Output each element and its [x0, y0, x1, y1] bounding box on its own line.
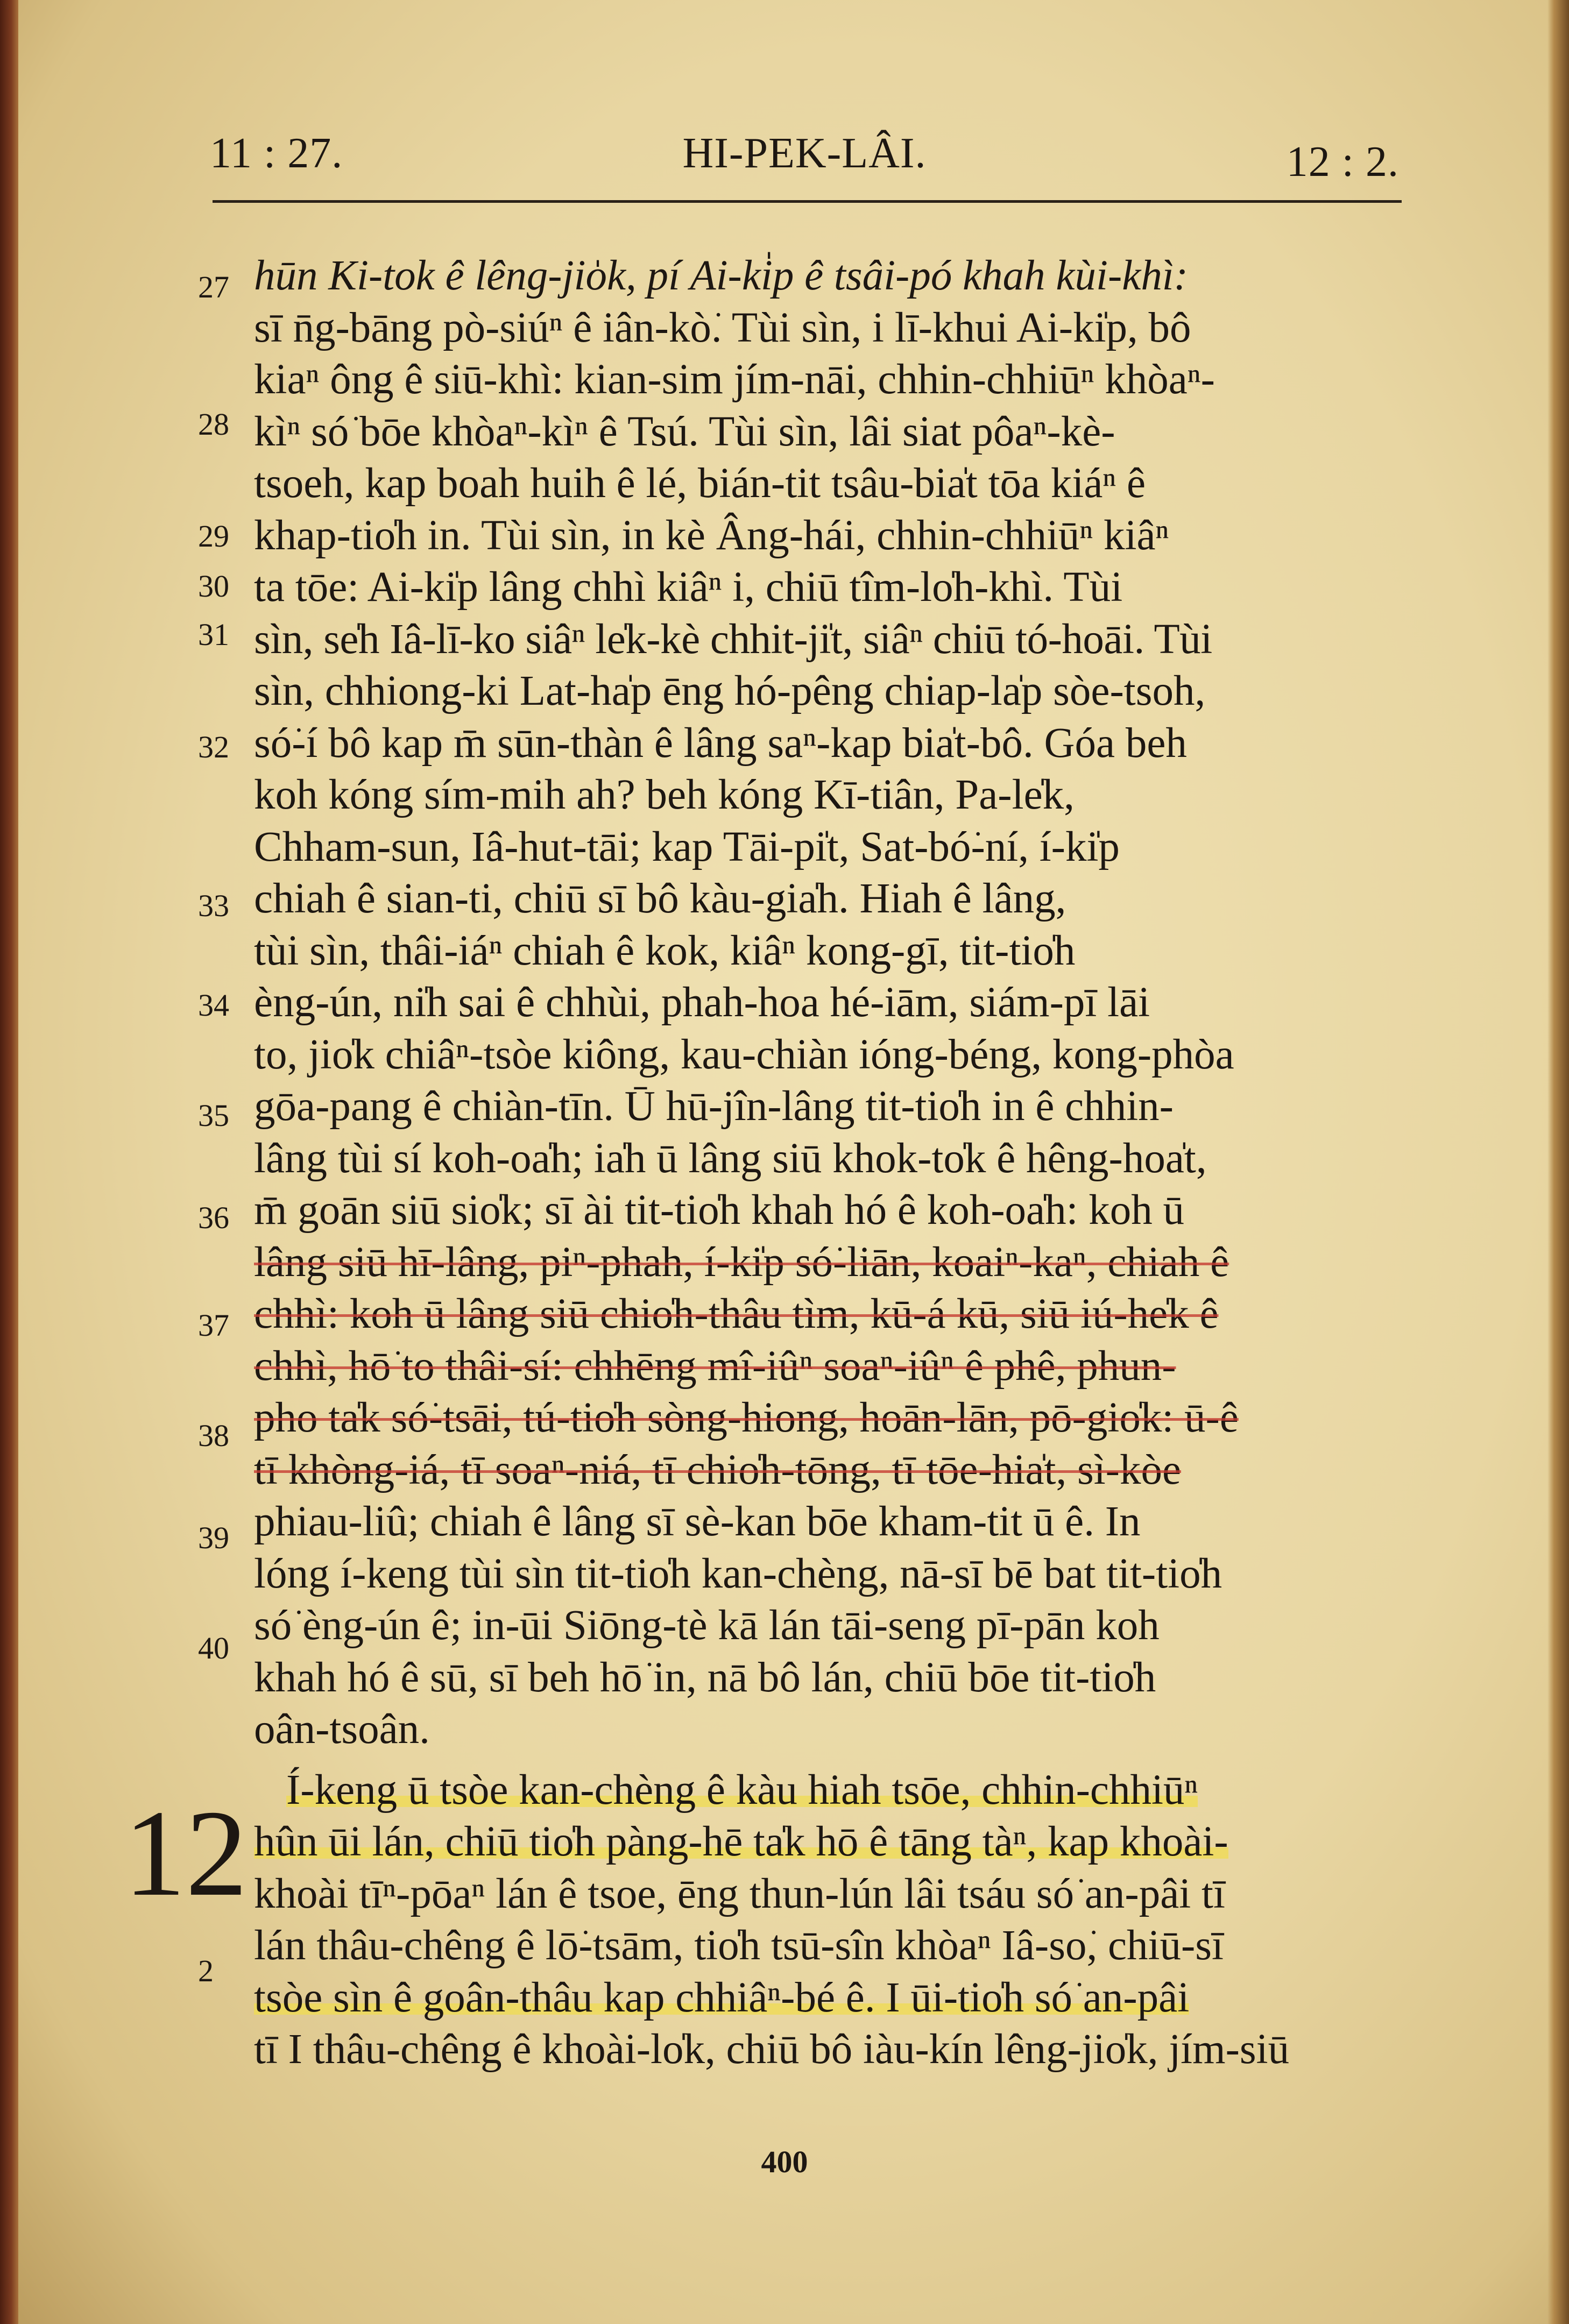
verse-number: 33	[198, 888, 229, 923]
text-line: só͘ èng-ún ê; in-ūi Siōng-tè kā lán tāi-seng pī-pān koh	[254, 1602, 1160, 1649]
header-start-reference: 11 : 27.	[210, 130, 343, 177]
text-line: èng-ún, ni̍h sai ê chhùi, phah-hoa hé-iām, siám-pī lāi	[254, 979, 1150, 1026]
text-line: lóng í-keng tùi sìn tit-tio̍h kan-chèng, nā-sī bē bat tit-tio̍h	[254, 1550, 1222, 1597]
text-line-highlighted: hûn ūi lán, chiū tio̍h pàng-hē ta̍k hō ê tāng tàⁿ, kap khoài-	[254, 1818, 1228, 1865]
verse-number: 40	[198, 1631, 229, 1666]
text-line-marked: lâng siū hī-lâng, piⁿ-phah, í-ki̍p só͘-liān, koaiⁿ-kaⁿ, chiah ê	[254, 1238, 1229, 1286]
verse-number: 27	[198, 270, 229, 304]
page-outer-edge	[1547, 0, 1569, 2324]
verse-number: 2	[198, 1953, 214, 1988]
text-line: tsoeh, kap boah huih ê lé, bián-tit tsâu-bia̍t tōa kiáⁿ ê	[254, 460, 1146, 507]
header-rule	[213, 200, 1402, 203]
text-line: lán thâu-chêng ê lō͘-tsām, tio̍h tsū-sîn khòaⁿ Iâ-so͘, chiū-sī	[254, 1922, 1224, 1969]
page-binding-edge	[0, 0, 18, 2324]
verse-number: 36	[198, 1200, 229, 1235]
verse-number: 39	[198, 1520, 229, 1555]
text-line: tùi sìn, thâi-iáⁿ chiah ê kok, kiâⁿ kong-gī, tit-tio̍h	[254, 927, 1076, 974]
page-number: 400	[761, 2144, 808, 2179]
text-line: phiau-liû; chiah ê lâng sī sè-kan bōe kham-tit ū ê. In	[254, 1498, 1141, 1545]
verse-number: 35	[198, 1098, 229, 1133]
text-line: lâng tùi sí koh-oa̍h; ia̍h ū lâng siū khok-to̍k ê hêng-hoa̍t,	[254, 1135, 1207, 1182]
verse-number-margin	[198, 0, 246, 2324]
text-line-marked: chhì: koh ū lâng siū chio̍h-thâu tìm, kū-á kū, siū iú-he̍k ê	[254, 1291, 1219, 1337]
verse-number: 30	[198, 569, 229, 604]
text-line: m̄ goān siū sio̍k; sī ài tit-tio̍h khah hó ê koh-oa̍h: koh ū	[254, 1187, 1185, 1234]
chapter-number: 12	[124, 1784, 248, 1922]
text-line: kiaⁿ ông ê siū-khì: kian-sim jím-nāi, chhin-chhiūⁿ khòaⁿ-	[254, 356, 1215, 403]
text-line: Chham-sun, Iâ-hut-tāi; kap Tāi-pi̍t, Sat-bó͘-ní, í-ki̍p	[254, 823, 1120, 870]
text-line: gōa-pang ê chiàn-tīn. Ū hū-jîn-lâng tit-tio̍h in ê chhin-	[254, 1083, 1174, 1130]
text-line-marked: tī khòng-iá, tī soaⁿ-niá, tī chio̍h-tōng, tī tōe-hia̍t, sì-kòe	[254, 1446, 1182, 1493]
header-book-title: HI-PEK-LÂI.	[682, 130, 927, 177]
text-line: oân-tsoân.	[254, 1706, 430, 1753]
verse-number: 38	[198, 1418, 229, 1453]
text-line: kìⁿ só͘ bōe khòaⁿ-kìⁿ ê Tsú. Tùi sìn, lâi siat pôaⁿ-kè-	[254, 408, 1115, 455]
text-line-marked: pho ta̍k só͘-tsāi, tú-tio̍h sòng-hiong, hoān-lān, pō-gio̍k: ū-ê	[254, 1394, 1239, 1441]
text-line: só͘-í bô kap m̄ sūn-thàn ê lâng saⁿ-kap bia̍t-bô. Góa beh	[254, 719, 1187, 767]
text-line: koh kóng sím-mih ah? beh kóng Kī-tiân, Pa-le̍k,	[254, 771, 1075, 818]
header-end-reference: 12 : 2.	[1286, 138, 1399, 186]
text-line: khoài tīⁿ-pōaⁿ lán ê tsoe, ēng thun-lún lâi tsáu só͘ an-pâi tī	[254, 1870, 1225, 1917]
text-line: to, jio̍k chiâⁿ-tsòe kiông, kau-chiàn ióng-béng, kong-phòa	[254, 1031, 1234, 1078]
text-line: chiah ê sian-ti, chiū sī bô kàu-gia̍h. Hiah ê lâng,	[254, 875, 1066, 922]
text-line-highlighted: Í-keng ū tsòe kan-chèng ê kàu hiah tsōe, chhin-chhiūⁿ	[286, 1766, 1198, 1813]
text-line: tī I thâu-chêng ê khoài-lo̍k, chiū bô iàu-kín lêng-jio̍k, jím-siū	[254, 2026, 1290, 2073]
verse-number: 31	[198, 617, 229, 652]
text-line: hūn Ki-tok ê lêng-jio̍k, pí Ai-ki̍p ê tsâi-pó khah kùi-khì:	[254, 252, 1189, 299]
verse-number: 34	[198, 988, 229, 1023]
text-line: sìn, chhiong-ki Lat-ha̍p ēng hó-pêng chiap-la̍p sòe-tsoh,	[254, 668, 1206, 714]
verse-number: 28	[198, 407, 229, 442]
body-text	[254, 250, 1389, 2076]
text-line-highlighted: tsòe sìn ê goân-thâu kap chhiâⁿ-bé ê. I ūi-tio̍h só͘ an-pâi	[254, 1974, 1190, 2021]
text-line: sìn, se̍h Iâ-lī-ko siâⁿ le̍k-kè chhit-ji̍t, siâⁿ chiū tó-hoāi. Tùi	[254, 615, 1212, 663]
verse-number: 32	[198, 729, 229, 764]
text-line-marked: chhì, hō͘ to thâi-sí: chhēng mî-iûⁿ soaⁿ-iûⁿ ê phê, phun-	[254, 1342, 1176, 1390]
text-line: sī n̄g-bāng pò-siúⁿ ê iân-kò͘. Tùi sìn, i lī-khui Ai-ki̍p, bô	[254, 304, 1191, 351]
running-header	[210, 129, 1399, 188]
text-line: ta tōe: Ai-ki̍p lâng chhì kiâⁿ i, chiū tîm-lo̍h-khì. Tùi	[254, 564, 1123, 611]
verse-number: 29	[198, 519, 229, 554]
text-line: khap-tio̍h in. Tùi sìn, in kè Âng-hái, chhin-chhiūⁿ kiâⁿ	[254, 512, 1169, 559]
verse-number: 37	[198, 1308, 229, 1343]
text-line: khah hó ê sū, sī beh hō͘ in, nā bô lán, chiū bōe tit-tio̍h	[254, 1654, 1156, 1701]
